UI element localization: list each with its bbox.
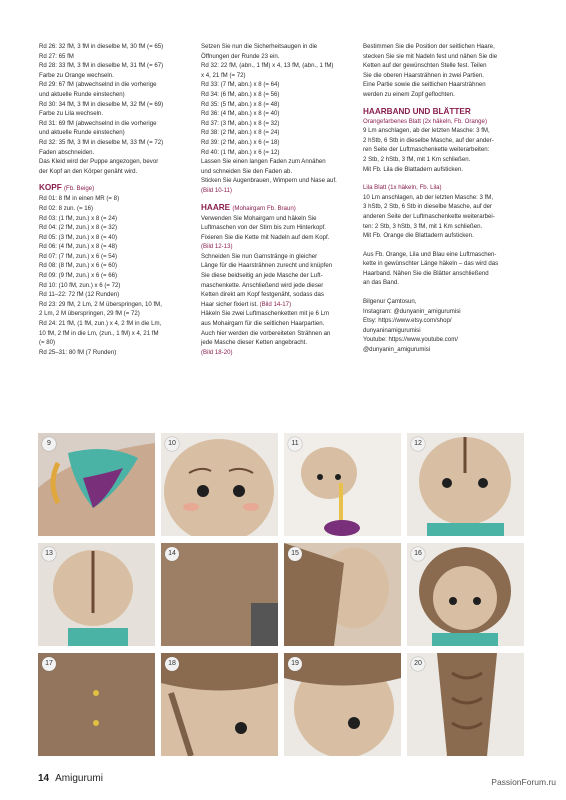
photo-19 — [284, 653, 401, 756]
page-footer — [38, 773, 103, 784]
text-line: Eine Partie sowie die seitlichen Haarsträhnen — [363, 81, 486, 89]
text-line: Rd 36: (4 fM, abn.) x 8 (= 40) — [201, 110, 280, 118]
text-line: Rd 07: (7 fM, zun.) x 6 (= 54) — [39, 252, 118, 260]
text-line: Rd 37: (3 fM, abn.) x 8 (= 32) — [201, 119, 280, 127]
text-line: anderen Seite der Luftmaschenkette weiterarbei- — [363, 212, 495, 220]
photo-grid — [38, 433, 524, 757]
text-line: Rd 27: 65 fM — [39, 52, 74, 60]
ref-bild-14-17: (Bild 14-17) — [259, 300, 292, 308]
text-line: Bilgenur Çamtosun, — [363, 298, 417, 306]
photo-number: 12 — [411, 437, 425, 451]
spacer — [363, 288, 523, 297]
col1-top-lines — [39, 42, 191, 176]
text-line: Rd 01: 8 fM in einen MR (= 8) — [39, 195, 120, 203]
haare-heading — [201, 202, 353, 214]
text-line: 9 Lm anschlagen, ab der letzten Masche: 3 fM, — [363, 127, 490, 135]
column-1 — [39, 42, 191, 357]
text-line: an das Band. — [363, 279, 399, 287]
photo-17 — [38, 653, 155, 756]
haare-lines-2 — [201, 252, 353, 310]
text-line: Bestimmen Sie die Position der seitlichen Haare, — [363, 43, 495, 50]
haarband-heading: HAARBAND UND BLÄTTER — [363, 106, 471, 116]
text-line: Rd 10: (10 fM, zun.) x 6 (= 72) — [39, 281, 121, 289]
text-line: Häkeln Sie zwei Luftmaschenketten mit je 6 Lm — [201, 310, 330, 318]
magazine-title: Amigurumi — [55, 773, 103, 784]
watermark: PassionForum.ru — [491, 777, 556, 787]
text-line: Rd 03: (1 fM, zun.) x 8 (= 24) — [39, 214, 118, 222]
text-line: und aktuelle Runde einstechen) — [39, 129, 125, 137]
photo-number: 14 — [165, 547, 179, 561]
text-line: ten: 2 Stb, 3 hStb, 3 fM, mit 1 Km schließen. — [363, 222, 483, 230]
orange-leaf-lines — [363, 126, 523, 174]
kopf-subtitle: (Fb. Beige) — [64, 185, 95, 193]
col1-kopf-lines — [39, 194, 191, 357]
hair-strands-image — [161, 543, 278, 646]
text-line: Farbe zu Orange wechseln. — [39, 71, 114, 79]
photo-15 — [284, 543, 401, 646]
text-line: dunyaninamigurumisi — [363, 326, 421, 334]
text-line: @dunyanin_amigurumisi — [363, 346, 431, 354]
text-line: und aktuelle Runde einstechen) — [39, 90, 125, 98]
hair-top-view-image — [38, 653, 155, 756]
photo-number: 10 — [165, 437, 179, 451]
text-line: kette in gewünschter Länge häkeln – das wird das — [363, 260, 499, 268]
col3-top-lines — [363, 42, 523, 100]
text-line: x 4, 21 fM (= 72) — [201, 71, 246, 79]
photo-9 — [38, 433, 155, 536]
doll-with-hair-chain-image — [407, 433, 524, 536]
text-line: Rd 02: 8 zun. (= 16) — [39, 204, 94, 212]
side-hair-chain-image — [161, 653, 278, 756]
text-line: Länge für die Haarsträhnen zurecht und knüpfen — [201, 262, 333, 270]
orange-leaf-heading: Orangefarbenes Blatt (2x häkeln, Fb. Orange) — [363, 117, 487, 125]
text-line: Rd 29: 67 fM (abwechselnd in die vorherige — [39, 81, 157, 89]
ref-bild-12-13: (Bild 12-13) — [201, 243, 233, 251]
text-line: Rd 04: (2 fM, zun.) x 8 (= 32) — [39, 224, 118, 232]
haare-title: HAARE — [201, 202, 231, 212]
text-line: Mit Fb. Lila die Blattadern aufsticken. — [363, 165, 463, 173]
text-line: stecken Sie sie mit Nadeln fest und nähen Sie die — [363, 52, 498, 60]
text-line: der Kopf an den Körper genäht wird. — [39, 167, 138, 175]
text-line: Verwenden Sie Mohairgarn und häkeln Sie — [201, 214, 317, 222]
text-line: 2 Stb, 2 hStb, 3 fM, mit 1 Km schließen. — [363, 155, 471, 163]
text-line: Das Kleid wird der Puppe angezogen, bevor — [39, 158, 159, 166]
photo-13 — [38, 543, 155, 646]
text-line: Öffnungen der Runde 23 ein. — [201, 52, 280, 60]
text-line: maschenkette. Anschließend wird jede dieser — [201, 281, 324, 289]
text-line: aus Mohairgarn für die seitlichen Haarpartien. — [201, 320, 325, 328]
kopf-title: KOPF — [39, 183, 62, 193]
text-line: Sie die oberen Haarsträhnen in zwei Partien. — [363, 71, 484, 79]
text-line: Rd 11–22: 72 fM (12 Runden) — [39, 291, 120, 299]
leaf-crochet-image — [38, 433, 155, 536]
text-line: Instagram: @dunyanin_amigurumisi — [363, 307, 461, 315]
text-line: Auch hier werden die vorbereiteten Strähnen an — [201, 329, 331, 337]
text-line: 10 Lm anschlagen, ab der letzten Masche: 3 fM, — [363, 193, 494, 201]
lila-leaf-lines — [363, 193, 523, 241]
text-line: Rd 24: 21 fM, (1 fM, zun.) x 4, 2 fM in die Lm, — [39, 320, 162, 328]
text-line: Rd 26: 32 fM, 3 fM in dieselbe M, 30 fM (= 65) — [39, 43, 164, 50]
text-line: Rd 32: 22 fM, (abn., 1 fM) x 4, 13 fM, (abn., 1 fM) — [201, 62, 334, 70]
text-line: Rd 25–31: 80 fM (7 Runden) — [39, 348, 117, 356]
kopf-heading — [39, 182, 191, 194]
photo-number: 13 — [42, 547, 56, 561]
text-line: Haar sicher fixiert ist. (Bild 14-17) — [201, 300, 292, 308]
text-line: Lassen Sie einen langen Faden zum Annähen — [201, 158, 326, 166]
doll-head-back-image — [38, 543, 155, 646]
text-line: Rd 39: (2 fM, abn.) x 6 (= 18) — [201, 138, 280, 146]
photo-20 — [407, 653, 524, 756]
text-line: Etsy: https://www.etsy.com/shop/ — [363, 317, 452, 325]
photo-14 — [161, 543, 278, 646]
attaching-hair-image — [284, 543, 401, 646]
text-line: Aus Fb. Orange, Lila und Blau eine Luftmaschen- — [363, 250, 497, 258]
text-line: Rd 40: (1 fM, abn.) x 6 (= 12) — [201, 148, 280, 156]
text-line: Ketten direkt am Kopf festgenäht, sodass das — [201, 291, 324, 299]
text-line: Farbe zu Lila wechseln. — [39, 110, 104, 118]
text-line: Rd 34: (6 fM, abn.) x 8 (= 56) — [201, 90, 280, 98]
photo-11 — [284, 433, 401, 536]
text-line: Rd 09: (9 fM, zun.) x 6 (= 66) — [39, 272, 118, 280]
haare-subtitle: (Mohairgarn Fb. Braun) — [232, 204, 296, 212]
text-line: Rd 35: (5 fM, abn.) x 8 (= 48) — [201, 100, 280, 108]
side-hair-attached-image — [284, 653, 401, 756]
text-line: Mit Fb. Orange die Blattadern aufsticken. — [363, 232, 474, 240]
text-line: 2 hStb, 6 Stb in dieselbe Masche, auf der ander- — [363, 136, 494, 144]
text-line: Rd 23: 29 fM, 2 Lm, 2 M überspringen, 10 fM, — [39, 300, 162, 308]
text-line: Rd 33: (7 fM, abn.) x 8 (= 64) — [201, 81, 280, 89]
text-line: Rd 08: (8 fM, zun.) x 6 (= 60) — [39, 262, 118, 270]
text-line: Ketten auf der gewünschten Stelle fest. Teilen — [363, 62, 487, 70]
text-line: Rd 05: (3 fM, zun.) x 8 (= 40) — [39, 233, 118, 241]
text-line: Rd 28: 33 fM, 3 fM in dieselbe M, 31 fM (= 67) — [39, 62, 164, 70]
text-line: Rd 38: (2 fM, abn.) x 8 (= 24) — [201, 129, 280, 137]
text-line: Rd 32: 35 fM, 3 fM in dieselbe M, 33 fM (= 72) — [39, 138, 164, 146]
col2-top-lines — [201, 42, 353, 186]
doll-head-image — [284, 433, 401, 536]
photo-12 — [407, 433, 524, 536]
photo-16 — [407, 543, 524, 646]
text-line: Youtube: https://www.youtube.com/ — [363, 336, 458, 344]
text-line: 10 fM, 2 fM in die Lm, (zun., 1 fM) x 4, 21 fM — [39, 329, 159, 337]
text-line: ren Seite der Luftmaschenkette weiterarbeiten: — [363, 146, 490, 154]
photo-number: 15 — [288, 547, 302, 561]
text-line: Setzen Sie nun die Sicherheitsaugen in die — [201, 43, 318, 50]
text-line: Sticken Sie Augenbrauen, Wimpern und Nase auf. — [201, 177, 337, 185]
column-2 — [201, 42, 353, 357]
ref-bild-10-11: (Bild 10-11) — [201, 186, 233, 194]
doll-with-hair-image — [407, 543, 524, 646]
doll-face-image — [161, 433, 278, 536]
haarband-lines — [363, 250, 523, 288]
photo-number: 19 — [288, 657, 302, 671]
text-line: 2 Lm, 2 M überspringen, 29 fM (= 72) — [39, 310, 140, 318]
column-3 — [363, 42, 523, 355]
haare-lines-1 — [201, 214, 353, 243]
page-number: 14 — [38, 773, 50, 784]
photo-number: 20 — [411, 657, 425, 671]
ref-bild-18-20: (Bild 18-20) — [201, 348, 233, 356]
text-line: Luftmaschen von der Stirn bis zum Hinterkopf. — [201, 224, 326, 232]
text-line: Sie diese beidseitig an jede Masche der Luft- — [201, 272, 323, 280]
spacer — [363, 241, 523, 250]
text-line: Fixieren Sie die Kette mit Nadeln auf dem Kopf. — [201, 233, 330, 241]
photo-number: 11 — [288, 437, 302, 451]
haare-lines-3 — [201, 309, 353, 347]
photo-number: 16 — [411, 547, 425, 561]
photo-number: 18 — [165, 657, 179, 671]
text-line: (= 80) — [39, 339, 56, 347]
text-line: werden zu einem Zopf geflochten. — [363, 90, 455, 98]
text-line: Faden abschneiden. — [39, 148, 95, 156]
photo-number: 17 — [42, 657, 56, 671]
text-line: Schneiden Sie nun Garnstränge in gleicher — [201, 252, 318, 260]
spacer — [363, 174, 523, 183]
text-line: 3 hStb, 2 Stb, 6 Stb in dieselbe Masche, auf der — [363, 203, 493, 211]
text-line: Haarband. Nähen Sie die Blätter anschließend — [363, 269, 489, 277]
braid-image — [407, 653, 524, 756]
text-line: jede Masche dieser Ketten angebracht. — [201, 339, 308, 347]
photo-18 — [161, 653, 278, 756]
lila-leaf-heading: Lila Blatt (1x häkeln, Fb. Lila) — [363, 184, 442, 192]
text-line: Rd 31: 69 fM (abwechselnd in die vorherige — [39, 119, 157, 127]
credit-lines — [363, 297, 523, 355]
photo-number: 9 — [42, 437, 56, 451]
text-line: Rd 06: (4 fM, zun.) x 8 (= 48) — [39, 243, 118, 251]
text-line: und schneiden Sie den Faden ab. — [201, 167, 293, 175]
photo-10 — [161, 433, 278, 536]
text-line: Rd 30: 34 fM, 3 fM in dieselbe M, 32 fM (= 69) — [39, 100, 164, 108]
